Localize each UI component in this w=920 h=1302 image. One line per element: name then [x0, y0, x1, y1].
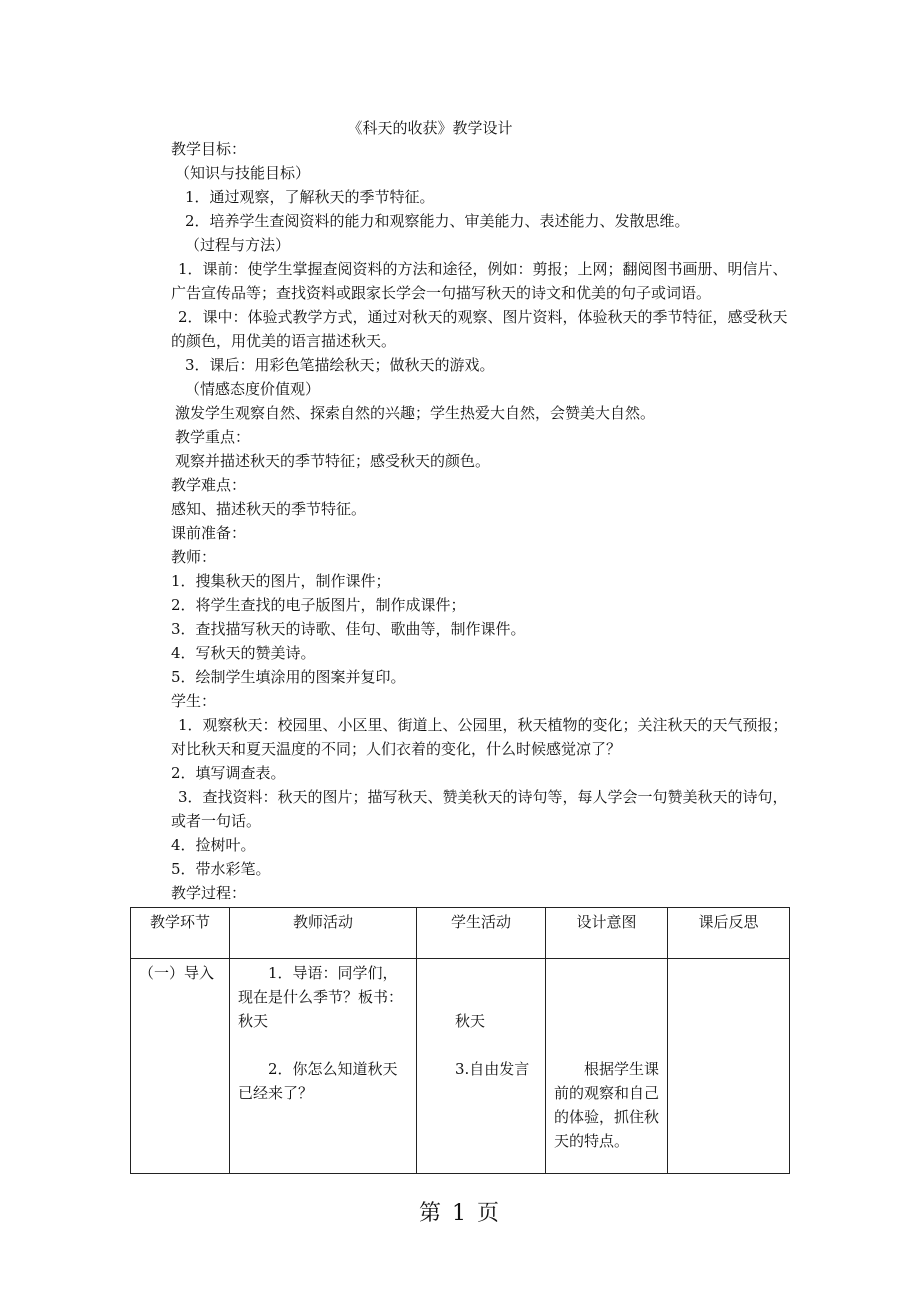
teacher-activity-2: 2．你怎么知道秋天已经来了？ [238, 1060, 398, 1102]
body-line: （过程与方法） [185, 236, 291, 254]
body-line: 教学难点： [171, 476, 247, 494]
table-row [131, 959, 790, 1174]
body-line: 课前准备： [171, 524, 247, 542]
cell-reflection [668, 959, 790, 1174]
header-design-intent: 设计意图 [546, 908, 668, 959]
body-line: 学生： [171, 692, 217, 710]
body-line: 4．写秋天的赞美诗。 [171, 644, 316, 662]
body-line: 感知、描述秋天的季节特征。 [171, 500, 367, 518]
header-student-activity: 学生活动 [417, 908, 546, 959]
body-line: 5．绘制学生填涂用的图案并复印。 [171, 668, 406, 686]
cell-student-activity [417, 959, 546, 1174]
header-teacher-activity: 教师活动 [230, 908, 417, 959]
header-reflection: 课后反思 [668, 908, 790, 959]
page-number: 第 1 页 [419, 1201, 501, 1226]
body-line: 3．查找资料：秋天的图片；描写秋天、赞美秋天的诗句等，每人学会一句赞美秋天的诗句，或者一句话。 [171, 788, 788, 830]
body-line: 2．填写调查表。 [171, 764, 286, 782]
cell-stage [131, 959, 230, 1174]
body-line: 3．查找描写秋天的诗歌、佳句、歌曲等，制作课件。 [171, 620, 526, 638]
body-line: 4．捡树叶。 [171, 836, 256, 854]
body-line: 教学目标： [171, 140, 247, 158]
document-title: 《科天的收获》教学设计 [347, 119, 513, 137]
student-activity-1: 秋天 [455, 1012, 486, 1030]
body-line: 1．课前：使学生掌握查阅资料的方法和途径，例如：剪报；上网；翻阅图书画册、明信片、广告宣传品等；查找资料或跟家长学会一句描写秋天的诗文和优美的句子或词语。 [171, 260, 788, 302]
body-line: 5．带水彩笔。 [171, 860, 271, 878]
body-line: （情感态度价值观） [185, 380, 321, 398]
design-intent-text: 根据学生课前的观察和自己的体验，抓住秋天的特点。 [554, 1060, 660, 1150]
body-line: 2．培养学生查阅资料的能力和观察能力、审美能力、表述能力、发散思维。 [185, 212, 690, 230]
body-line: 激发学生观察自然、探索自然的兴趣；学生热爱大自然，会赞美大自然。 [175, 404, 656, 422]
stage-text: （一）导入 [139, 964, 215, 982]
body-line: 3．课后：用彩色笔描绘秋天；做秋天的游戏。 [185, 356, 495, 374]
body-line: 1．搜集秋天的图片，制作课件； [171, 572, 391, 590]
body-line: 教师： [171, 548, 217, 566]
document-body [171, 137, 791, 905]
body-line: （知识与技能目标） [175, 164, 311, 182]
table-header-row [131, 908, 790, 959]
body-line: 2．课中：体验式教学方式，通过对秋天的观察、图片资料，体验秋天的季节特征，感受秋天的颜色，用优美的语言描述秋天。 [171, 308, 788, 350]
cell-design-intent [546, 959, 668, 1174]
body-line: 2．将学生查找的电子版图片，制作成课件； [171, 596, 466, 614]
cell-teacher-activity [230, 959, 417, 1174]
body-line: 1．通过观察，了解秋天的季节特征。 [185, 188, 435, 206]
body-line: 观察并描述秋天的季节特征；感受秋天的颜色。 [175, 452, 491, 470]
student-activity-2: 3.自由发言 [455, 1060, 530, 1078]
teacher-activity-1: 1．导语：同学们，现在是什么季节？板书：秋天 [238, 964, 404, 1030]
body-line: 1．观察秋天：校园里、小区里、街道上、公园里，秋天植物的变化；关注秋天的天气预报；对比秋天和夏天温度的不同；人们衣着的变化，什么时候感觉凉了？ [171, 716, 788, 758]
body-line: 教学重点： [175, 428, 251, 446]
header-stage: 教学环节 [131, 908, 230, 959]
lesson-process-table [130, 907, 790, 1174]
body-line: 教学过程： [171, 884, 247, 902]
